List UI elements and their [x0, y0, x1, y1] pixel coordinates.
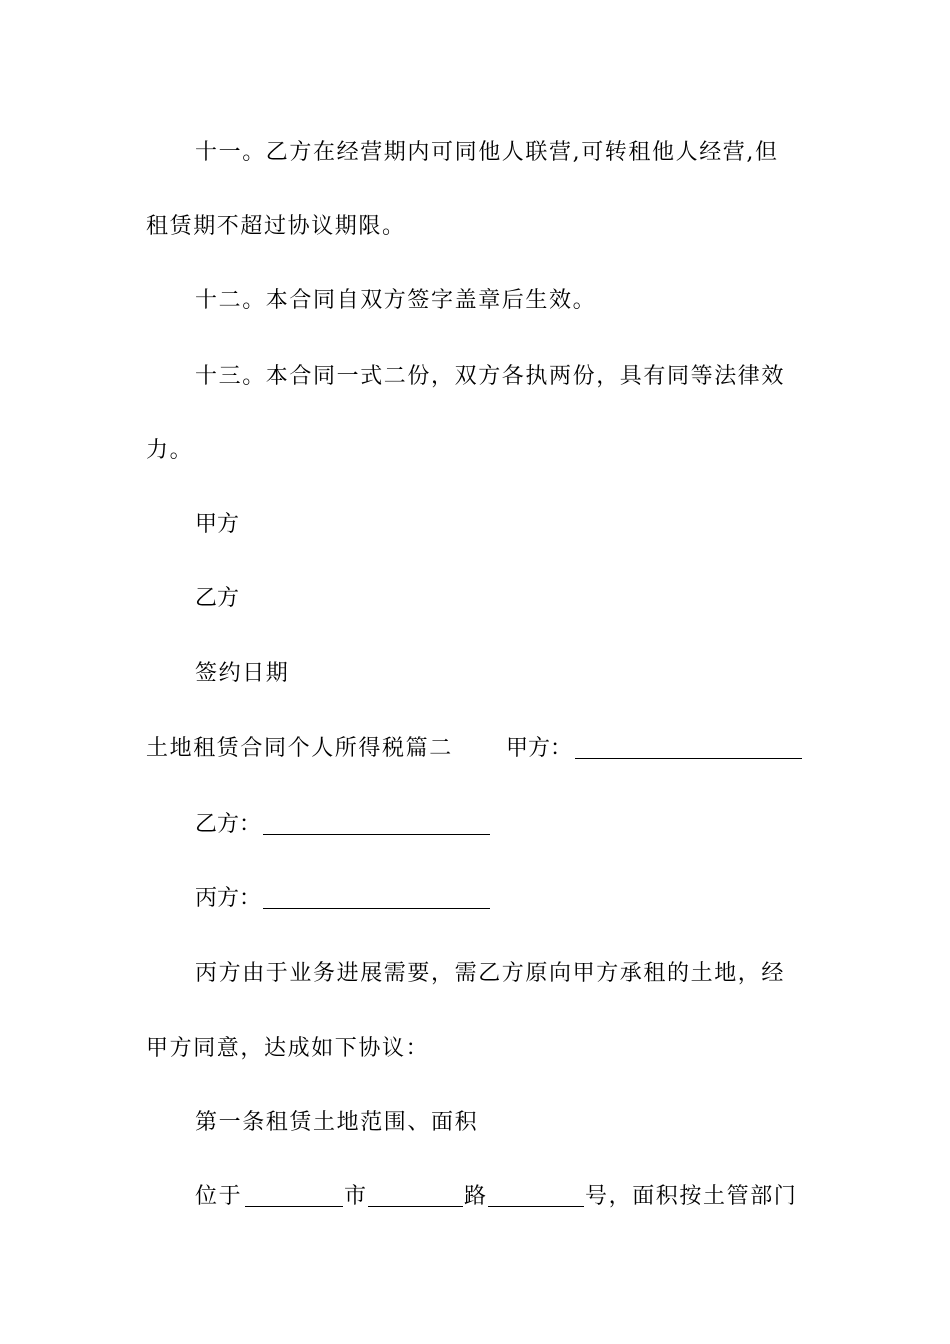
article-title: 土地租赁合同个人所得税篇二: [146, 736, 453, 761]
clause-13-text-2: 力。: [146, 438, 194, 463]
clause-12-line: [0, 281, 950, 321]
location-tail: 号，面积按土管部门: [585, 1184, 798, 1209]
party-b-field-line: [0, 805, 950, 845]
sign-date-line: [0, 654, 950, 694]
intro-text-2: 甲方同意，达成如下协议：: [146, 1036, 430, 1061]
section-1-title-line: [0, 1103, 950, 1143]
city-label: 市: [344, 1184, 367, 1209]
party-b-field-label: 乙方：: [195, 812, 262, 837]
clause-11-text-1: 十一。乙方在经营期内可同他人联营,可转租他人经营,但: [195, 140, 779, 165]
party-a-field-label: 甲方：: [506, 736, 573, 761]
clause-13-line-1: [0, 357, 950, 397]
clause-11-line-1: [0, 133, 950, 173]
intro-text-1: 丙方由于业务进展需要，需乙方原向甲方承租的土地，经: [195, 961, 786, 986]
location-line: [0, 1177, 950, 1217]
clause-13-line-2: [0, 431, 950, 471]
clause-11-text-2: 租赁期不超过协议期限。: [146, 214, 406, 239]
party-c-field-label: 丙方：: [195, 886, 262, 911]
party-a-signature-label: 甲方: [195, 512, 240, 537]
party-c-blank: [263, 908, 490, 909]
number-blank: [488, 1206, 584, 1207]
party-b-blank: [263, 834, 490, 835]
party-a-blank: [575, 758, 802, 759]
city-blank: [245, 1206, 343, 1207]
intro-line-1: [0, 954, 950, 994]
road-label: 路: [464, 1184, 487, 1209]
party-b-signature-line: [0, 579, 950, 619]
article-title-line: [0, 729, 950, 769]
clause-13-text-1: 十三。本合同一式二份，双方各执两份，具有同等法律效: [195, 364, 786, 389]
section-1-title: 第一条租赁土地范围、面积: [195, 1110, 479, 1135]
party-c-field-line: [0, 879, 950, 919]
party-b-signature-label: 乙方: [195, 586, 240, 611]
intro-line-2: [0, 1029, 950, 1069]
clause-11-line-2: [0, 207, 950, 247]
clause-12-text: 十二。本合同自双方签字盖章后生效。: [195, 288, 597, 313]
party-a-signature-line: [0, 505, 950, 545]
location-prefix: 位于: [195, 1184, 243, 1209]
sign-date-label: 签约日期: [195, 661, 290, 686]
road-blank: [368, 1206, 463, 1207]
